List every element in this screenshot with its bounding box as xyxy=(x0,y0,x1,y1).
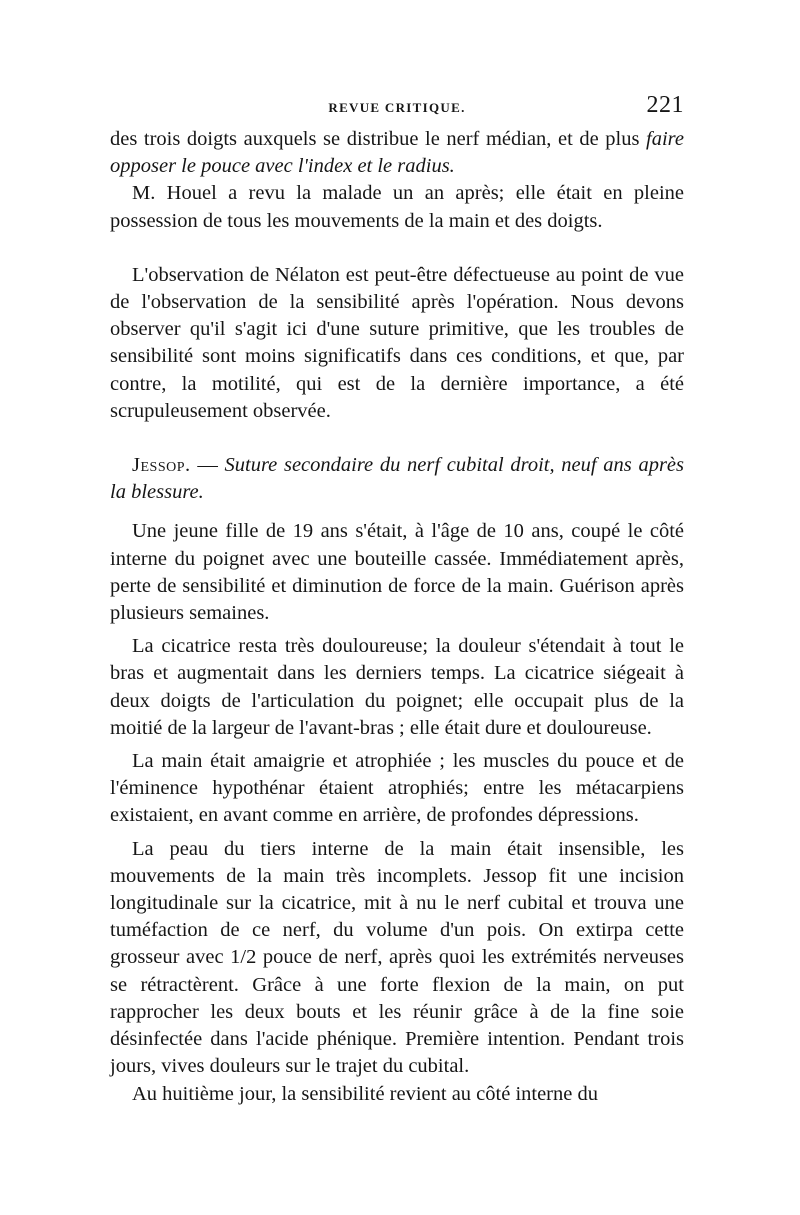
paragraph-eighth-day: Au huitième jour, la sensibilité revient au côté interne du xyxy=(132,1082,598,1105)
heading-title: Suture secondaire du nerf cubital droit, neuf ans après la blessure. xyxy=(110,454,685,504)
paragraph-continuation-text: des trois doigts auxquels se distribue le nerf médian, et de plus xyxy=(110,128,647,150)
running-head xyxy=(110,92,684,122)
paragraph-operation: La peau du tiers interne de la main était insensible, les mouvements de la main très incomplets. Jessop fit une incision longitudinale sur la cicatrice, mit à nu le nerf cubital et trouva une tuméfaction de ce nerf, du volume d'un pois. On extirpa cette grosseur avec 1/2 pouce de nerf, après quoi les extrémités nerveuses se rétractèrent. Grâce à une forte flexion de la main, on put rapprocher les deux bouts et les réunir grâce à de la fine soie désinfectée dans l'acide phénique. Première intention. Pendant trois jours, vives douleurs sur le trajet du cubital. xyxy=(110,837,684,1078)
running-title: REVUE CRITIQUE. xyxy=(328,100,466,115)
paragraph-continuation xyxy=(110,126,684,180)
paragraph-scar: La cicatrice resta très douloureuse; la douleur s'étendait à tout le bras et augmentait dans les derniers temps. La cicatrice siégeait à deux doigts de l'articulation du poignet; elle occupait plus de la moitié de la largeur de l'avant-bras ; elle était dure et douloureuse. xyxy=(110,635,684,739)
body-text xyxy=(110,126,684,1108)
paragraph-case-intro: Une jeune fille de 19 ans s'était, à l'âge de 10 ans, coupé le côté interne du poignet avec une bouteille cassée. Immédiatement après, perte de sensibilité et diminution de force de la main. Guérison après plusieurs semaines. xyxy=(110,520,684,625)
paragraph-continuation-italic: faire opposer le pouce avec l'index et le radius. xyxy=(110,128,684,178)
page-number: 221 xyxy=(646,92,684,118)
section-heading-jessop xyxy=(110,452,684,506)
paragraph-nelaton: L'observation de Nélaton est peut-être défectueuse au point de vue de l'observation de la sensibilité après l'opération. Nous devons observer qu'il s'agit ici d'une suture primitive, que les troubles de sensibilité sont moins significatifs dans ces conditions, et que, par contre, la motilité, qui est de la dernière importance, a été scrupuleusement observée. xyxy=(110,263,684,422)
paragraph-houel: M. Houel a revu la malade un an après; elle était en pleine possession de tous les mouvements de la main et des doigts. xyxy=(110,182,684,232)
paragraph-atrophy: La main était amaigrie et atrophiée ; les muscles du pouce et de l'éminence hypothénar étaient atrophiés; entre les métacarpiens existaient, en avant comme en arrière, de profondes dépressions. xyxy=(110,750,684,827)
heading-author: Jessop. xyxy=(132,454,191,477)
heading-dash: — xyxy=(190,454,225,477)
